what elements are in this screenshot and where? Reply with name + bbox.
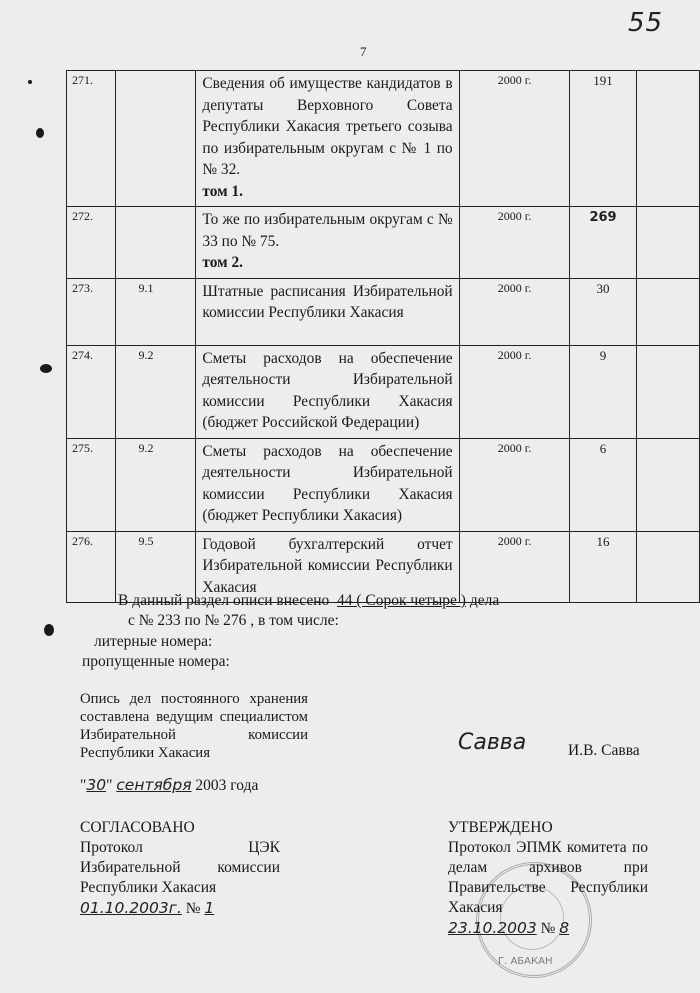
approved-date: 23.10.2003 <box>448 919 537 937</box>
sheet-count-handwritten: 269 <box>589 210 617 225</box>
case-date: 2000 г. <box>459 531 570 603</box>
table-row <box>67 345 700 438</box>
row-number: 275. <box>67 438 116 531</box>
compiler-name: И.В. Савва <box>568 742 640 759</box>
case-date: 2000 г. <box>459 71 570 207</box>
case-volume: том 2. <box>202 254 244 271</box>
sheet-count: 6 <box>570 438 636 531</box>
agreed-no: 1 <box>204 899 215 917</box>
row-number: 273. <box>67 278 116 345</box>
summary-line-1 <box>118 592 499 610</box>
agreed-date: 01.10.2003г. <box>80 899 182 917</box>
compile-date-day: 30 <box>86 776 107 794</box>
table-row <box>67 71 700 207</box>
case-note <box>636 345 699 438</box>
section-index: 9.2 <box>116 345 196 438</box>
approved-no: 8 <box>559 919 570 937</box>
approved-date-line <box>448 918 648 939</box>
section-index <box>116 71 196 207</box>
case-note <box>636 531 699 603</box>
case-title: Годовой бухгалтерский отчет Избирательной комиссии Республики Хакасия <box>202 535 453 596</box>
case-date: 2000 г. <box>459 345 570 438</box>
case-title: Сметы расходов на обеспечение деятельности Избирательной комиссии Республики Хакасия (бюджет Республики Хакасия) <box>202 442 453 524</box>
section-index <box>116 207 196 279</box>
approved-heading: УТВЕРЖДЕНО <box>448 819 553 836</box>
case-title: Штатные расписания Избирательной комиссии Республики Хакасия <box>202 282 453 321</box>
row-number: 274. <box>67 345 116 438</box>
sheet-count: 191 <box>570 71 636 207</box>
sheet-count <box>570 207 636 279</box>
section-index: 9.2 <box>116 438 196 531</box>
summary-suffix: дела <box>469 592 500 609</box>
summary-count: 44 ( Сорок четыре ) <box>337 592 466 609</box>
binder-hole <box>40 364 52 373</box>
table-row <box>67 278 700 345</box>
summary-range: с № 233 по № 276 , в том числе: <box>128 612 339 629</box>
case-title-cell <box>196 278 459 345</box>
row-number: 272. <box>67 207 116 279</box>
summary-letter-numbers: литерные номера: <box>94 633 213 650</box>
case-date: 2000 г. <box>459 438 570 531</box>
sheet-count: 9 <box>570 345 636 438</box>
case-title-cell <box>196 207 459 279</box>
compile-date-month: сентября <box>116 776 192 794</box>
case-note <box>636 207 699 279</box>
handwritten-signature: Савва <box>458 730 527 755</box>
case-title-cell <box>196 71 459 207</box>
case-title: Сметы расходов на обеспечение деятельности Избирательной комиссии Республики Хакасия (бюджет Российской Федерации) <box>202 349 453 431</box>
section-index: 9.1 <box>116 278 196 345</box>
table-row <box>67 207 700 279</box>
sheet-number: 55 <box>628 8 664 38</box>
row-number: 271. <box>67 71 116 207</box>
case-note <box>636 438 699 531</box>
agreed-date-line <box>80 898 280 919</box>
page-number: 7 <box>360 44 367 59</box>
sheet-count: 30 <box>570 278 636 345</box>
case-note <box>636 278 699 345</box>
case-note <box>636 71 699 207</box>
agreed-block <box>80 818 280 919</box>
agreed-heading: СОГЛАСОВАНО <box>80 819 195 836</box>
case-date: 2000 г. <box>459 207 570 279</box>
case-title: Сведения об имуществе кандидатов в депутаты Верховного Совета Республики Хакасия третьего созыва по избирательным округам с № 1 по № 32. <box>202 75 453 178</box>
section-index: 9.5 <box>116 531 196 603</box>
compiler-statement: Опись дел постоянного хранения составлена ведущим специалистом Избирательной комиссии Республики Хакасия <box>80 691 308 761</box>
approved-no-label: № <box>540 920 556 937</box>
sheet-count: 16 <box>570 531 636 603</box>
agreed-no-label: № <box>185 900 201 917</box>
case-title-cell <box>196 345 459 438</box>
binder-hole <box>28 80 32 84</box>
table-row <box>67 438 700 531</box>
approved-text: Протокол ЭПМК комитета по делам архивов при Правительстве Республики Хакасия <box>448 839 648 916</box>
case-volume: том 1. <box>202 182 244 200</box>
binder-hole <box>36 128 44 138</box>
binder-hole <box>44 624 54 636</box>
agreed-text: Протокол ЦЭК Избирательной комиссии Республики Хакасия <box>80 839 280 896</box>
case-title: То же по избирательным округам с № 33 по № 75. <box>202 211 453 250</box>
stamp-city: Г. АБАКАН <box>498 956 553 967</box>
inventory-table <box>66 70 700 603</box>
approved-block <box>448 818 648 939</box>
case-title-cell <box>196 438 459 531</box>
compile-date-year: 2003 года <box>195 777 259 794</box>
case-date: 2000 г. <box>459 278 570 345</box>
summary-missing-numbers: пропущенные номера: <box>82 653 230 670</box>
summary-prefix: В данный раздел описи внесено <box>118 592 330 609</box>
compile-date: "30" сентября 2003 года <box>80 776 259 794</box>
row-number: 276. <box>67 531 116 603</box>
